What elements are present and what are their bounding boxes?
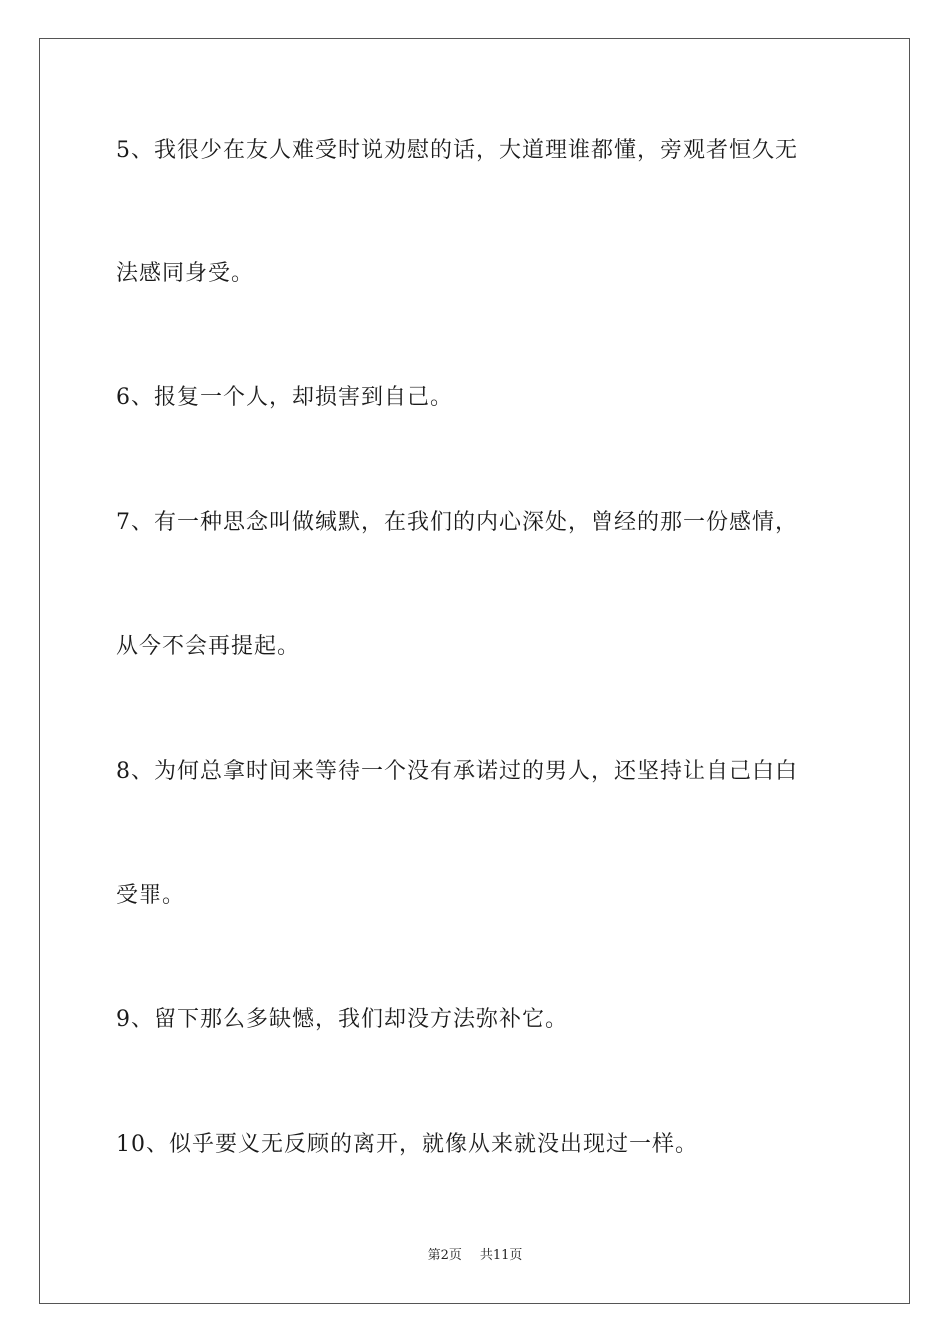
text-line-8: 9、留下那么多缺憾，我们却没方法弥补它。 (116, 1007, 568, 1032)
page-footer (0, 1246, 950, 1266)
text-line-1: 5、我很少在友人难受时说劝慰的话，大道理谁都懂，旁观者恒久无 (116, 138, 798, 163)
text-line-5: 从今不会再提起。 (116, 634, 301, 659)
page-number-total: 共11页 (479, 1248, 523, 1263)
text-line-7: 受罪。 (116, 883, 186, 908)
text-line-9: 10、似乎要义无反顾的离开，就像从来就没出现过一样。 (116, 1132, 698, 1157)
text-line-3: 6、报复一个人，却损害到自己。 (116, 385, 453, 410)
page-frame (39, 38, 910, 1304)
text-line-6: 8、为何总拿时间来等待一个没有承诺过的男人，还坚持让自己白白 (116, 759, 798, 784)
text-line-2: 法感同身受。 (116, 261, 255, 286)
text-line-4: 7、有一种思念叫做缄默，在我们的内心深处，曾经的那一份感情， (116, 510, 798, 535)
page-number-current: 第2页 (427, 1248, 462, 1263)
